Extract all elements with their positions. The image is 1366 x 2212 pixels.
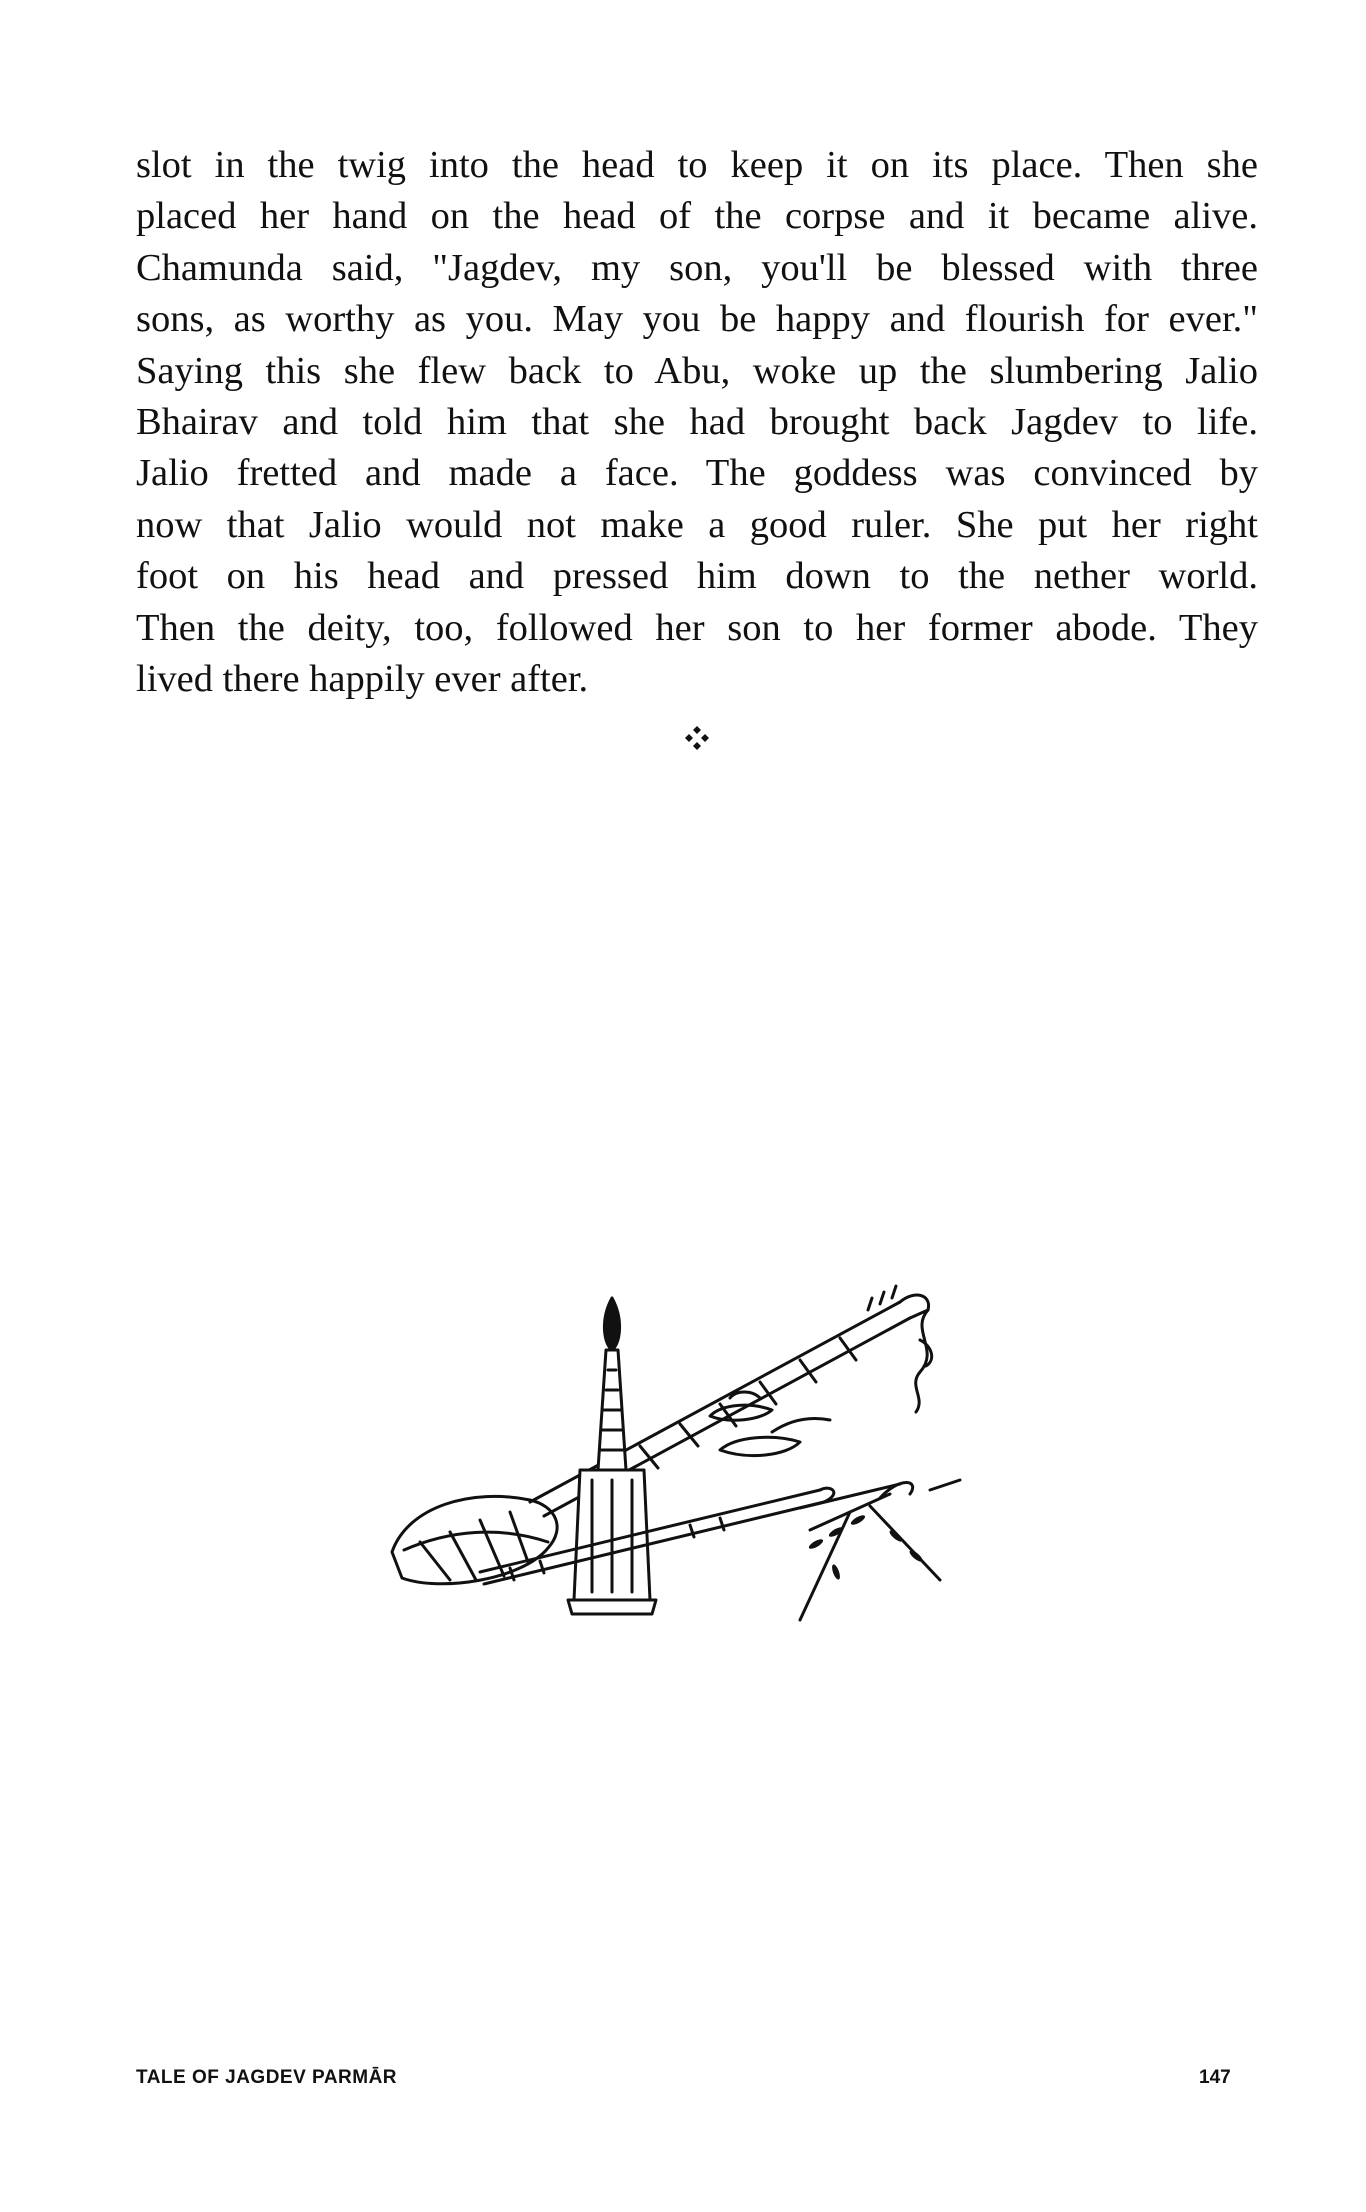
text-line: Chamunda said, "Jagdev, my son, you'll be blessed with three: [136, 246, 1258, 289]
body-paragraph: [136, 140, 1258, 705]
text-line: placed her hand on the head of the corpse and it became alive.: [136, 195, 1258, 238]
text-line: sons, as worthy as you. May you be happy and flourish for ever.": [136, 298, 1258, 341]
text-line: Saying this she flew back to Abu, woke up the slumbering Jalio: [136, 349, 1258, 392]
text-line: now that Jalio would not make a good ruler. She put her right: [136, 503, 1258, 546]
ornament-icon: [683, 724, 711, 752]
text-line: Jalio fretted and made a face. The goddess was convinced by: [136, 452, 1258, 495]
text-line: foot on his head and pressed him down to the nether world.: [136, 555, 1258, 598]
text-line: Then the deity, too, followed her son to her former abode. They: [136, 606, 1258, 649]
page-number: 147: [1199, 2067, 1231, 2088]
running-title: TALE OF JAGDEV PARMĀR: [136, 2067, 398, 2088]
musical-instruments-icon: [380, 1280, 1000, 1680]
text-line: Bhairav and told him that she had brought back Jagdev to life.: [136, 401, 1258, 444]
text-line: lived there happily ever after.: [136, 658, 589, 701]
text-line: slot in the twig into the head to keep it on its place. Then she: [136, 144, 1258, 186]
